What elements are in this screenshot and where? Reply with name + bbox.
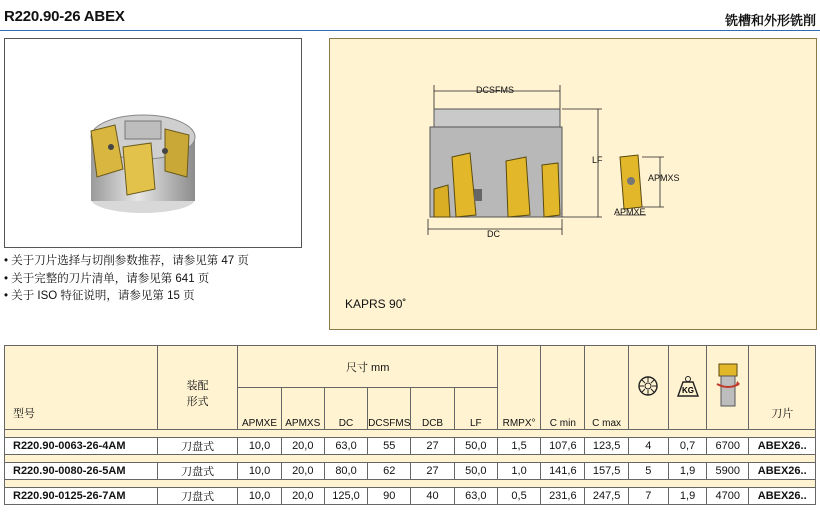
cell-teeth: 5 xyxy=(628,463,668,480)
cell-rpm: 5900 xyxy=(707,463,749,480)
kaprs-label: KAPRS 90˚ xyxy=(345,297,407,311)
cell-apmxs: 20,0 xyxy=(281,488,324,505)
apmxe-label: APMXE xyxy=(614,207,646,217)
cell-mount: 刀盘式 xyxy=(157,438,237,455)
cell-mount: 刀盘式 xyxy=(157,488,237,505)
spindle-speed-icon xyxy=(707,346,749,430)
cell-weight: 1,9 xyxy=(668,488,706,505)
table-row xyxy=(5,463,816,480)
header-rule xyxy=(0,30,820,31)
cell-weight: 0,7 xyxy=(668,438,706,455)
cell-dcb: 27 xyxy=(411,438,454,455)
cell-apmxe: 10,0 xyxy=(238,463,281,480)
header-lf: LF xyxy=(454,388,497,430)
milling-cutter-image xyxy=(5,39,301,247)
cell-teeth: 7 xyxy=(628,488,668,505)
header-dc: DC xyxy=(324,388,367,430)
header-type: 型号 xyxy=(5,346,158,430)
cell-dcsfms: 90 xyxy=(368,488,411,505)
cell-apmxs: 20,0 xyxy=(281,438,324,455)
spec-table xyxy=(4,345,816,505)
cell-rmpx: 1,0 xyxy=(497,463,540,480)
cell-insert: ABEX26.. xyxy=(749,463,816,480)
cell-dcsfms: 55 xyxy=(368,438,411,455)
cell-cmin: 141,6 xyxy=(541,463,585,480)
cell-rmpx: 0,5 xyxy=(497,488,540,505)
cell-code: R220.90-0080-26-5AM xyxy=(5,463,158,480)
header-cmax: C max xyxy=(585,388,628,430)
cell-apmxs: 20,0 xyxy=(281,463,324,480)
header-dcb: DCB xyxy=(411,388,454,430)
header-cmin: C min xyxy=(541,388,585,430)
table-row xyxy=(5,438,816,455)
cell-dc: 80,0 xyxy=(324,463,367,480)
cell-cmax: 123,5 xyxy=(585,438,628,455)
cell-teeth: 4 xyxy=(628,438,668,455)
cell-cmin: 107,6 xyxy=(541,438,585,455)
cell-code: R220.90-0125-26-7AM xyxy=(5,488,158,505)
cell-cmax: 247,5 xyxy=(585,488,628,505)
header-apmxe: APMXE xyxy=(238,388,281,430)
header-dcsfms: DCSFMS xyxy=(368,388,411,430)
apmxs-label: APMXS xyxy=(648,173,680,183)
dcsfms-label: DCSFMS xyxy=(476,85,514,95)
cell-lf: 50,0 xyxy=(454,438,497,455)
cell-dcsfms: 62 xyxy=(368,463,411,480)
header-apmxs: APMXS xyxy=(281,388,324,430)
cell-rpm: 4700 xyxy=(707,488,749,505)
cell-mount: 刀盘式 xyxy=(157,463,237,480)
note-item: • 关于完整的刀片清单，请参见第 641 页 xyxy=(4,272,210,285)
dc-label: DC xyxy=(487,229,500,239)
cell-apmxe: 10,0 xyxy=(238,488,281,505)
cell-rpm: 6700 xyxy=(707,438,749,455)
section-subtitle: 铣槽和外形铣削 xyxy=(724,13,816,28)
cell-dcb: 27 xyxy=(411,463,454,480)
cell-dcb: 40 xyxy=(411,488,454,505)
cell-rmpx: 1,5 xyxy=(497,438,540,455)
header-rmpx: RMPX° xyxy=(497,388,540,430)
cell-cmin: 231,6 xyxy=(541,488,585,505)
svg-text:KG: KG xyxy=(681,386,694,395)
header-dim-group: 尺寸 mm xyxy=(238,346,498,388)
cell-code: R220.90-0063-26-4AM xyxy=(5,438,158,455)
cutter-drawing xyxy=(330,39,816,329)
cell-weight: 1,9 xyxy=(668,463,706,480)
tooth-count-icon xyxy=(628,346,668,430)
cell-dc: 63,0 xyxy=(324,438,367,455)
page-title: R220.90-26 ABEX xyxy=(4,8,125,25)
note-item: • 关于 ISO 特征说明，请参见第 15 页 xyxy=(4,290,195,302)
table-row xyxy=(5,488,816,505)
cell-apmxe: 10,0 xyxy=(238,438,281,455)
note-item: • 关于刀片选择与切削参数推荐，请参见第 47 页 xyxy=(4,255,249,267)
header-insert: 刀片 xyxy=(749,346,816,430)
cell-lf: 50,0 xyxy=(454,463,497,480)
weight-icon xyxy=(668,346,706,430)
cell-insert: ABEX26.. xyxy=(749,438,816,455)
technical-drawing xyxy=(329,38,817,330)
product-photo xyxy=(4,38,302,248)
header-mount: 装配 形式 xyxy=(157,346,237,430)
cell-lf: 63,0 xyxy=(454,488,497,505)
cell-insert: ABEX26.. xyxy=(749,488,816,505)
lf-label: LF xyxy=(592,155,603,165)
cell-cmax: 157,5 xyxy=(585,463,628,480)
reference-notes xyxy=(4,253,249,306)
cell-dc: 125,0 xyxy=(324,488,367,505)
